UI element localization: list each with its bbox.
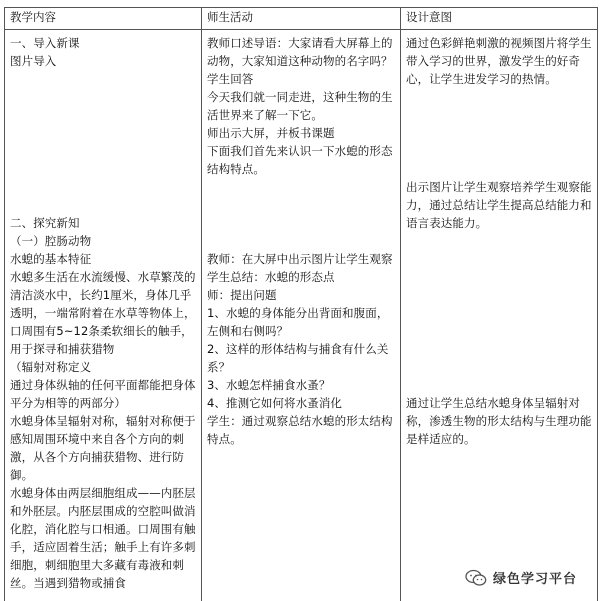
header-divider	[4, 29, 598, 30]
wechat-icon	[465, 569, 487, 587]
header-teacher-student-activity: 师生活动	[207, 10, 253, 24]
cell-design-intent: 通过色彩鲜艳刺激的视频图片将学生带入学习的世界，激发学生的好奇心，让学生进发学习的热情。 出示图片让学生观察培养学生观察能力，通过总结让学生提高总结能力和语言表达能力。 通过让学生总结水螅身体呈辐射对称，渗透生物的形太结构与生理功能是样适应的。	[406, 36, 592, 446]
cell-teaching-content: 一、导入新课 图片导入 二、探究新知 （一）腔肠动物 水螅的基本特征 水螅多生活在水流缓慢、水草繁茂的清洁淡水中，长约1厘米，身体几乎透明，一端常附着在水草等物体上，口周围有5~12条柔软细长的触手，用于探寻和捕获猎物 （辐射对称定义 通过身体纵轴的任何平面都能把身体平分为相等的两部分） 水螅身体呈辐射对称，辐射对称便于感知周围环境中来自各个方向的刺激，从各个方向捕获猎物、进行防御。 水螅身体由两层细胞组成——内胚层和外胚层。内胚层围成的空腔叫做消化腔，消化腔与口相通。口周围有触手，适应固着生活；触手上有许多刺细胞，刺细胞里大多藏有毒液和刺丝。当遇到猎物或捕食	[10, 36, 196, 590]
header-design-intent: 设计意图	[406, 10, 452, 24]
table-divider-2	[400, 7, 401, 601]
table-border-left	[4, 7, 5, 601]
table-divider-1	[201, 7, 202, 601]
watermark-text: 绿色学习平台	[492, 572, 577, 587]
table-border-top	[4, 7, 598, 8]
header-teaching-content: 教学内容	[10, 10, 56, 24]
table-border-right	[597, 7, 598, 601]
watermark	[459, 566, 583, 589]
cell-teacher-student-activity: 教师口述导语：大家请看大屏幕上的动物，大家知道这种动物的名字吗？学生回答 今天我们就一同走进，这种生物的生活世界来了解一下它。 师出示大屏，并板书课题 下面我们首先来认识一下水螅的形态结构特点。 教师：在大屏中出示图片让学生观察 学生总结：水螅的形态点 师：提出问题 1、水螅的身体能分出背面和腹面，左侧和右侧吗？ 2、这样的形体结构与捕食有什么关系？ 3、水螅怎样捕食水蚤？ 4、推测它如何将水蚤消化 学生：通过观察总结水螅的形太结构特点。	[207, 36, 393, 446]
